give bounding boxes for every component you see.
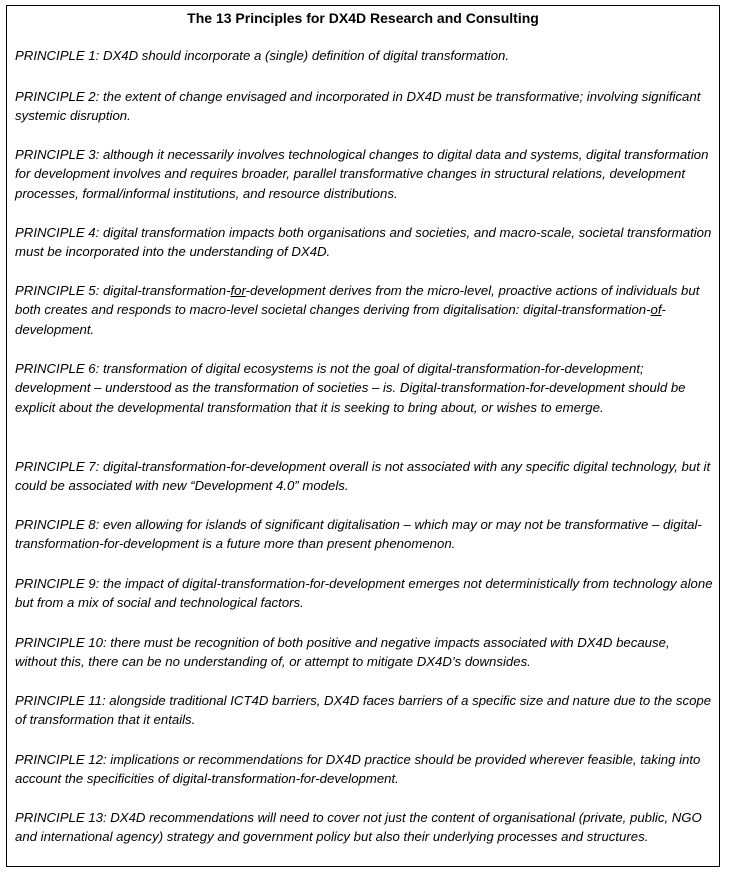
principle-5-underline-for: for xyxy=(230,283,246,298)
principle-3: PRINCIPLE 3: although it necessarily involves technological changes to digital data and systems, digital transformation for development involves and requires broader, parallel transformative changes in structural relations, development processes, formal/informal institutions, and resource distributions. xyxy=(15,147,709,201)
principle-8: PRINCIPLE 8: even allowing for islands of significant digitalisation – which may or may not be transformative – digital-transformation-for-development is a future more than present phenomenon. xyxy=(15,517,702,552)
principle-12: PRINCIPLE 12: implications or recommendations for DX4D practice should be provided wherever feasible, taking into account the specificities of digital-transformation-for-development. xyxy=(15,752,701,787)
principle-11: PRINCIPLE 11: alongside traditional ICT4D barriers, DX4D faces barriers of a specific size and nature due to the scope of transformation that it entails. xyxy=(15,693,712,728)
principle-4: PRINCIPLE 4: digital transformation impacts both organisations and societies, and macro-scale, societal transformation must be incorporated into the understanding of DX4D. xyxy=(15,225,712,260)
principle-5 xyxy=(15,281,715,339)
principle-5-text-a: PRINCIPLE 5: digital-transformation- xyxy=(15,283,231,298)
principle-13: PRINCIPLE 13: DX4D recommendations will need to cover not just the content of organisational (private, public, NGO and international agency) strategy and government policy but also their underlying processes and structures. xyxy=(15,810,702,845)
principle-5-text-c: -development. xyxy=(15,302,666,337)
principle-5-text-b: -development derives from the micro-level, proactive actions of individuals but both creates and responds to macro-level societal changes deriving from digitalisation: digital-transformation- xyxy=(15,283,700,318)
principle-1: PRINCIPLE 1: DX4D should incorporate a (single) definition of digital transformation. xyxy=(15,48,510,63)
principle-10: PRINCIPLE 10: there must be recognition of both positive and negative impacts associated with DX4D because, without this, there can be no understanding of, or attempt to mitigate DX4D’s downsides. xyxy=(15,635,670,670)
principle-5-underline-of: of xyxy=(650,302,662,318)
principle-2: PRINCIPLE 2: the extent of change envisaged and incorporated in DX4D must be transformative; involving significant systemic disruption. xyxy=(15,89,701,124)
principle-6: PRINCIPLE 6: transformation of digital ecosystems is not the goal of digital-transformation-for-development; development – understood as the transformation of societies – is. Digital-transformation-for-development should be explicit about the developmental transformation that it is seeking to bring about, or wishes to emerge. xyxy=(15,361,686,415)
principle-7: PRINCIPLE 7: digital-transformation-for-development overall is not associated with any specific digital technology, but it could be associated with new “Development 4.0” models. xyxy=(15,459,711,494)
document-title: The 13 Principles for DX4D Research and Consulting xyxy=(187,10,539,26)
principle-9: PRINCIPLE 9: the impact of digital-transformation-for-development emerges not deterministically from technology alone but from a mix of social and technological factors. xyxy=(15,576,713,611)
principles-box xyxy=(6,5,720,867)
